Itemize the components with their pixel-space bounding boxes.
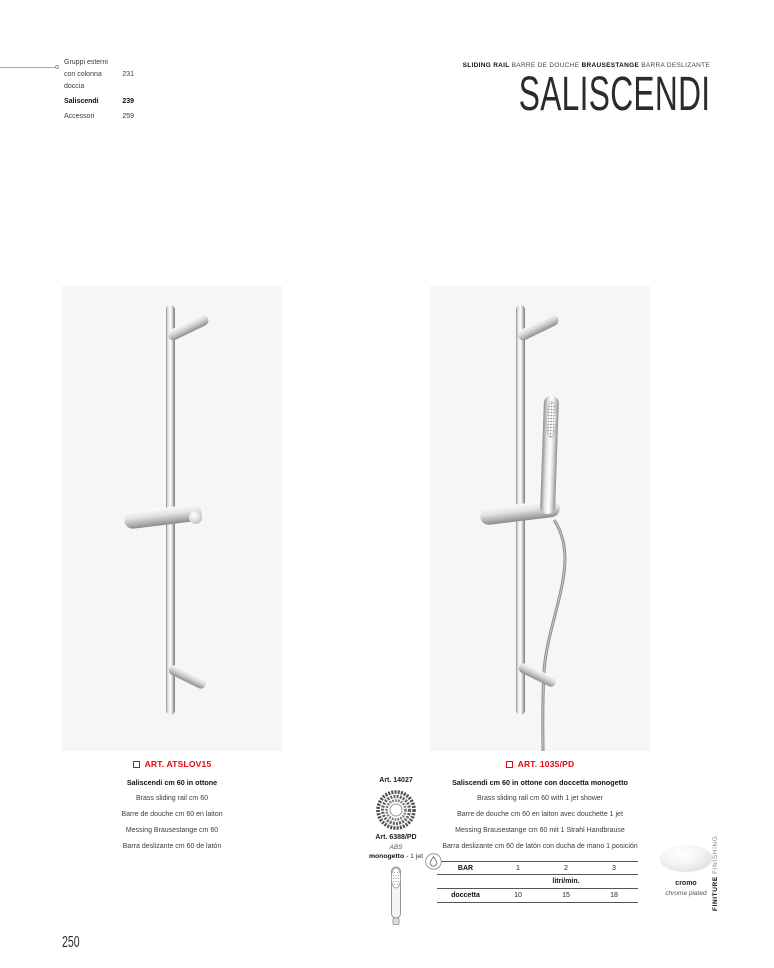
product-desc-en: Brass sliding rail cm 60 (136, 795, 208, 802)
jet-label-rest: - 1 jet (404, 853, 423, 860)
coiled-hose-drawing (374, 788, 418, 832)
toc-item-gruppi-esterni-line2 (64, 69, 134, 93)
spray-face-drawing (545, 401, 556, 438)
product-caption-atslov15 (62, 759, 282, 855)
jet-label-bold: monogetto (368, 853, 405, 860)
row-label: doccetta (451, 892, 480, 899)
pressure-value: 2 (564, 864, 568, 872)
finish-name-en: chrome plated (665, 890, 707, 897)
article-code-text: ART. ATSLOV15 (144, 759, 212, 769)
finish-name: cromo (675, 880, 697, 887)
toc-label: Gruppi esterni (64, 59, 108, 66)
product-name-it: Saliscendi cm 60 in ottone (126, 778, 218, 787)
table-row-bar (437, 861, 638, 875)
article-checkbox-icon (506, 761, 513, 768)
product-desc-es: Barra deslizante cm 60 de latón con ducha de mano 1 posición (442, 843, 638, 850)
tag-es: BARRA DESLIZANTE (641, 62, 710, 69)
components-column (352, 776, 440, 927)
slider-knob-drawing (189, 511, 202, 524)
tag-en: SLIDING RAIL (462, 62, 510, 69)
toc-label: con colonna doccia (64, 71, 102, 90)
toc-item-gruppi-esterni (64, 57, 134, 69)
handshower-material: ABS (389, 844, 403, 851)
flow-rate-table (437, 861, 638, 903)
product-desc-de: Messing Brausestange cm 60 mit 1 Strahl Handbrause (455, 827, 625, 834)
handshower-wand-drawing (386, 865, 406, 927)
product-desc-de: Messing Brausestange cm 60 (125, 827, 219, 834)
hose-article-code: Art. 14027 (379, 777, 413, 784)
table-row-unit (437, 875, 638, 889)
product-name-it: Saliscendi cm 60 in ottone con doccetta monogetto (452, 778, 628, 787)
page-number: 250 (62, 934, 80, 951)
handshower-article-code: Art. 6388/PD (375, 834, 417, 841)
article-code (430, 759, 650, 769)
page-title: SALISCENDI (518, 68, 710, 121)
article-code (62, 759, 282, 769)
toc-page: 259 (122, 113, 134, 120)
pressure-value: 3 (612, 864, 616, 872)
water-flow-icon (425, 853, 442, 870)
toc-connector-dot (55, 65, 59, 69)
toc-page: 231 (122, 71, 134, 78)
finishing-label: FINISHING (712, 835, 719, 874)
finish-swatch-block (651, 845, 721, 898)
table-row-doccetta (437, 889, 638, 903)
toc-page: 239 (122, 98, 134, 105)
product-desc-es: Barra deslizante cm 60 de latón (122, 843, 222, 850)
tag-de: BRAUSESTANGE (581, 62, 640, 69)
toc-label: Saliscendi (64, 98, 99, 105)
product-image-atslov15 (62, 286, 282, 751)
flow-value: 10 (514, 892, 522, 899)
product-caption-1035pd (430, 759, 650, 855)
pressure-header: BAR (457, 864, 474, 872)
toc-connector-line (0, 67, 55, 68)
product-desc-fr: Barre de douche cm 60 en laiton (121, 811, 223, 818)
tag-fr: BARRE DE DOUCHE (511, 62, 580, 69)
product-image-1035pd (430, 286, 650, 751)
toc-item-accessori (64, 111, 134, 123)
chrome-swatch (660, 845, 712, 871)
flow-value: 15 (562, 892, 570, 899)
pressure-value: 1 (516, 864, 520, 872)
finiture-bold: FINITURE (712, 876, 719, 911)
product-desc-en: Brass sliding rail cm 60 with 1 jet shower (476, 795, 604, 802)
article-checkbox-icon (133, 761, 140, 768)
unit-label: litri/min. (552, 878, 580, 885)
toc-label: Accessori (64, 113, 95, 120)
article-code-text: ART. 1035/PD (517, 759, 575, 769)
finishing-light (712, 874, 719, 876)
product-desc-fr: Barre de douche cm 60 en laiton avec douchette 1 jet (457, 811, 623, 818)
flow-value: 18 (610, 892, 618, 899)
finiture-vertical-label (712, 835, 719, 911)
toc-item-saliscendi (64, 96, 134, 108)
toc-nav (64, 57, 134, 123)
